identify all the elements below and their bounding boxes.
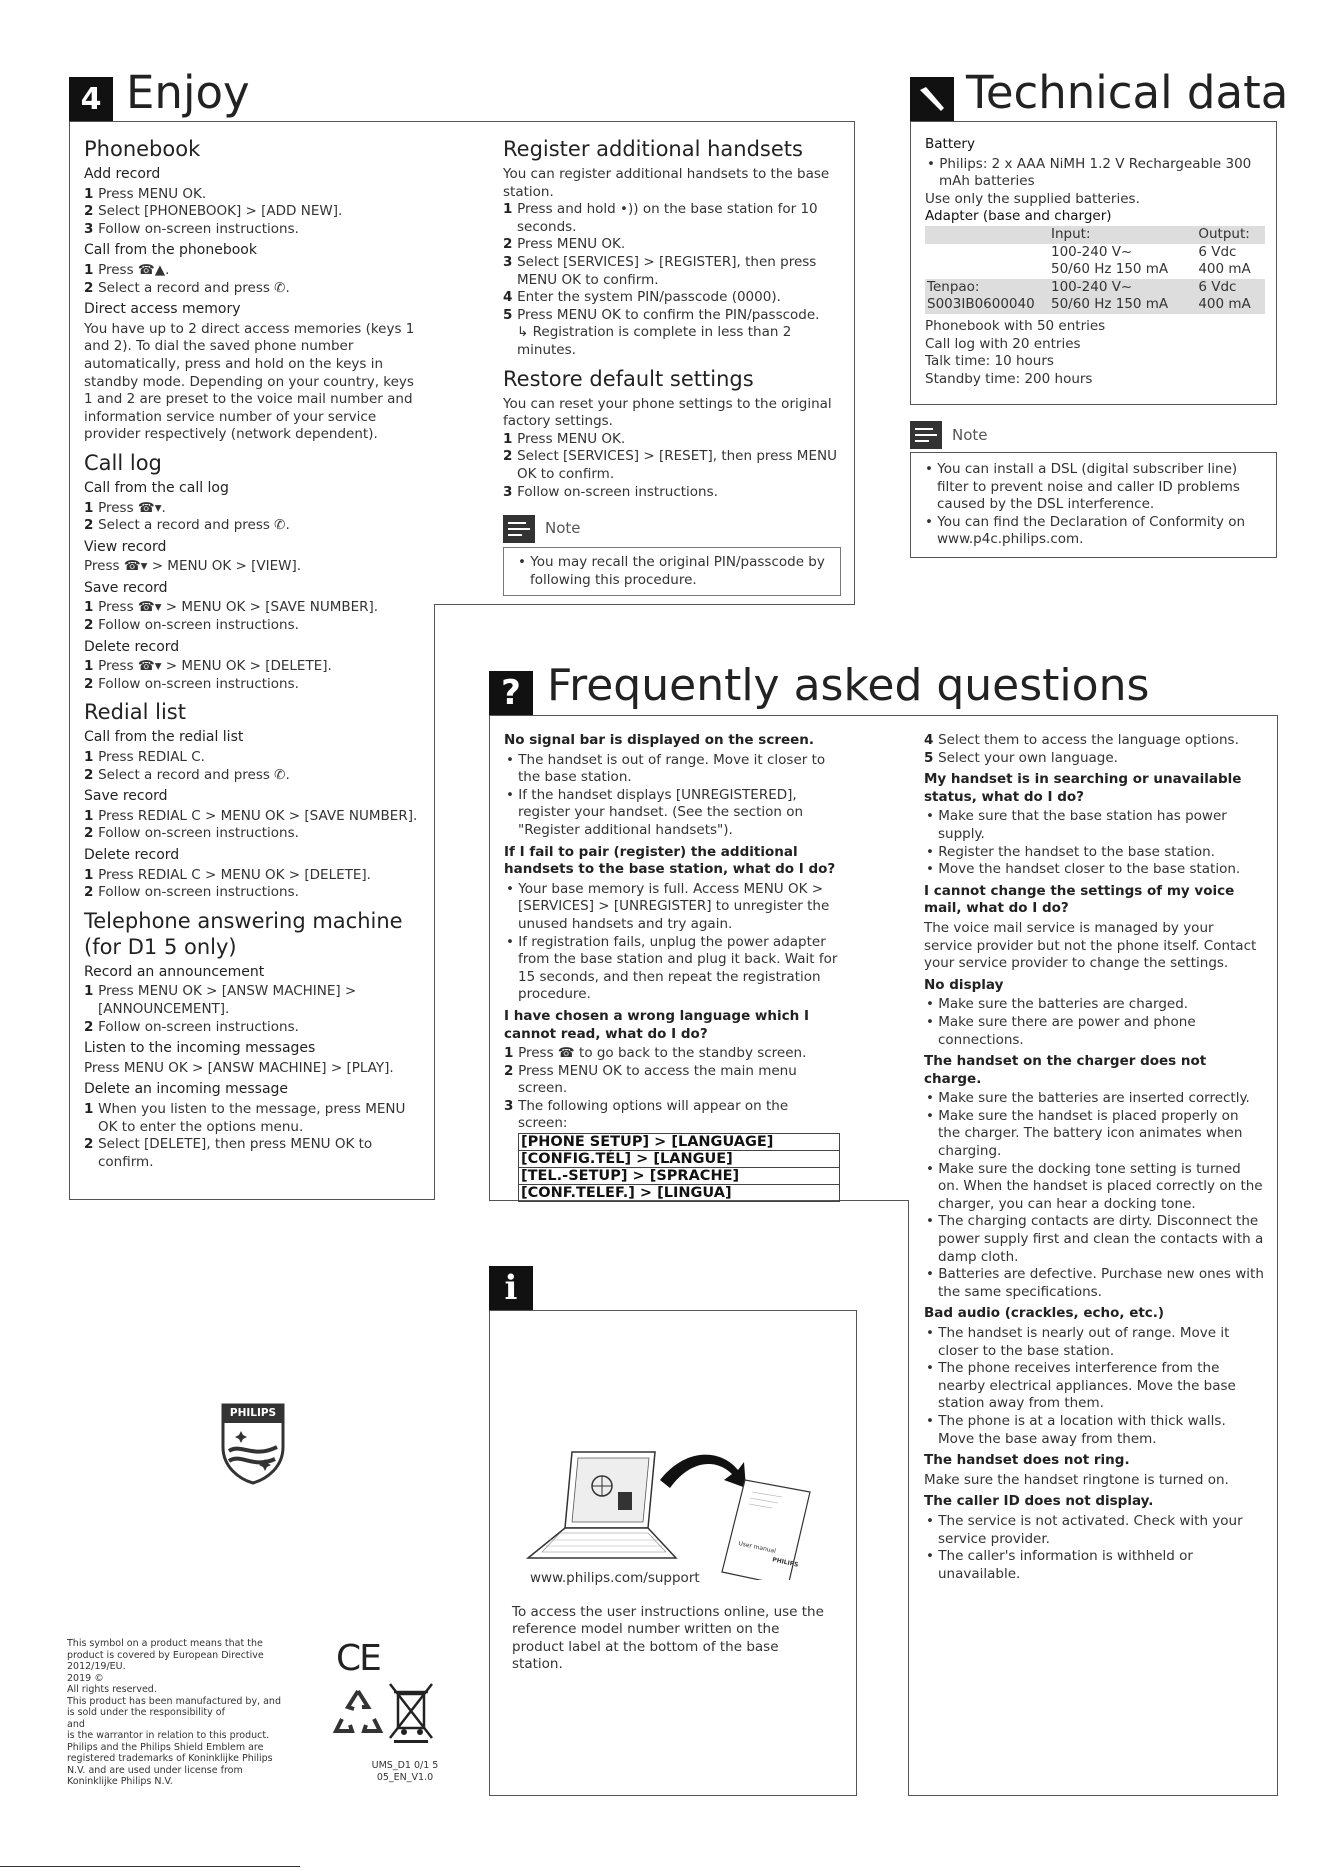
faq-q5-text: The voice mail service is managed by your service provider but not the phone itself. Contact your service provider to change the settings. (924, 919, 1257, 972)
log-save-step-1: 1 Press ☎▾ > MENU OK > [SAVE NUMBER]. (84, 599, 379, 616)
faq-q3-step-4: 4 Select them to access the language options. (924, 732, 1239, 748)
record-announcement-heading: Record an announcement (84, 963, 265, 980)
section-title-enjoy: Enjoy (126, 66, 250, 119)
restore-note-header (503, 515, 841, 543)
phonebook-heading: Phonebook (84, 137, 201, 161)
faq-q3: I have chosen a wrong language which I cannot read, what do I do? (504, 1007, 809, 1042)
faq-q9-text: Make sure the handset ringtone is turned on. (924, 1471, 1229, 1488)
faq-q4-item: • Register the handset to the base station. (924, 844, 1264, 862)
tech-note-header (910, 421, 988, 449)
faq-q1-item: • The handset is out of range. Move it closer to the base station. (504, 752, 840, 787)
bottom-rule (0, 1866, 300, 1867)
add-step-1: 1 Press MENU OK. (84, 185, 207, 202)
manual-label: User manual (737, 1540, 777, 1555)
faq-q8-item: • The handset is nearly out of range. Move it closer to the base station. (924, 1325, 1264, 1360)
language-row: [PHONE SETUP] > [LANGUAGE] (519, 1134, 840, 1151)
enjoy-frame-step (434, 604, 855, 605)
spec-talktime: Talk time: 10 hours (925, 353, 1054, 370)
calllog-heading: Call log (84, 450, 162, 475)
faq-q7-item: • Make sure the docking tone setting is turned on. When the handset is placed correctly on the charger, you can hear a docking tone. (924, 1161, 1264, 1214)
log-call-step-1: 1 Press ☎▾. (84, 499, 166, 516)
view-record-heading: View record (84, 538, 167, 555)
support-url[interactable]: www.philips.com/support (530, 1570, 700, 1586)
log-call-step-2: 2 Select a record and press ✆. (84, 517, 290, 534)
redial-delete-step-1: 1 Press REDIAL C > MENU OK > [DELETE]. (84, 866, 371, 883)
log-delete-step-1: 1 Press ☎▾ > MENU OK > [DELETE]. (84, 658, 332, 675)
battery-spec: • Philips: 2 x AAA NiMH 1.2 V Rechargeable 300 mAh batteries (925, 156, 1265, 191)
faq-frame-top (489, 715, 1278, 716)
enjoy-frame-right-lower (434, 604, 435, 1200)
enjoy-frame-left (69, 121, 70, 1200)
tech-note-2: • You can find the Declaration of Conformity on www.p4c.philips.com. (923, 514, 1266, 549)
info-frame-bottom (489, 1795, 857, 1796)
pb-call-step-1: 1 Press ☎▲. (84, 261, 170, 278)
adapter-row: 50/60 Hz 150 mA 400 mA (1051, 261, 1251, 278)
manual-brand: PHILIPS (771, 1556, 799, 1569)
listen-text: Press MENU OK > [ANSW MACHINE] > [PLAY]. (84, 1059, 394, 1076)
direct-access-heading: Direct access memory (84, 301, 241, 318)
register-step-4: 4 Enter the system PIN/passcode (0000). (503, 289, 781, 306)
faq-q5: I cannot change the settings of my voice mail, what do I do? (924, 882, 1235, 917)
faq-q7: The handset on the charger does not charge. (924, 1053, 1207, 1087)
note-icon (910, 421, 942, 449)
faq-q9: The handset does not ring. (924, 1452, 1130, 1469)
faq-q7-item: • Batteries are defective. Purchase new ones with the same specifications. (924, 1266, 1264, 1301)
recycling-icon (330, 1685, 386, 1741)
shield-brand-text: PHILIPS (229, 1407, 277, 1419)
weee-bin-icon (386, 1680, 436, 1744)
tam-heading: Telephone answering machine (for D1 5 only) (84, 908, 403, 959)
faq-q3-step-5: 5 Select your own language. (924, 749, 1118, 766)
tech-note-1: • You can install a DSL (digital subscriber line) filter to prevent noise and caller ID problems caused by the DSL interference. (923, 461, 1266, 514)
restore-step-3: 3 Follow on-screen instructions. (503, 483, 718, 500)
note-icon (503, 515, 535, 543)
technical-data-content (925, 136, 1265, 388)
tech-note-box (910, 452, 1277, 558)
faq-q3-step-2: 2 Press MENU OK to access the main menu screen. (504, 1062, 797, 1097)
faq-q10: The caller ID does not display. (924, 1493, 1154, 1510)
faq-q2-item: • Your base memory is full. Access MENU OK > [SERVICES] > [UNREGISTER] to unregister the unused handsets and try again. (504, 881, 840, 934)
delete-record-heading: Delete record (84, 638, 180, 655)
legal-text: This symbol on a product means that the product is covered by European Directive 2012/19/EU. 2019 © All rights reserved. This product has been manufactured by, and is sold under the responsibility of and is the warrantor in relation to this product. Philips and the Philips Shield Emblem are registered trademarks of Koninklijke Philips N.V. and are used under license from Koninklijke Philips N.V. (67, 1638, 281, 1787)
faq-q8-item: • The phone is at a location with thick walls. Move the base away from them. (924, 1413, 1264, 1448)
redial-delete-heading: Delete record (84, 847, 180, 863)
tools-icon (917, 84, 947, 114)
faq-frame-left (489, 715, 490, 1201)
redial-delete-step-2: 2 Follow on-screen instructions. (84, 884, 299, 901)
faq-badge: ? (489, 671, 533, 715)
note-label: Note (545, 519, 581, 538)
faq-q10-item: • The caller's information is withheld or unavailable. (924, 1548, 1264, 1583)
faq-q7-item: • Make sure the batteries are inserted correctly. (924, 1090, 1264, 1108)
restore-note-text: • You may recall the original PIN/passcode by following this procedure. (516, 554, 830, 589)
spec-phonebook: Phonebook with 50 entries (925, 317, 1106, 334)
register-result: ↳ Registration is complete in less than 2 minutes. (517, 324, 792, 358)
save-record-heading: Save record (84, 579, 168, 596)
battery-note: Use only the supplied batteries. (925, 190, 1140, 207)
battery-label: Battery (925, 136, 975, 152)
adapter-table (925, 226, 1265, 314)
adapter-row: Tenpao: 100-240 V~ 6 Vdc (925, 279, 1265, 297)
add-record-heading: Add record (84, 166, 161, 182)
info-text: To access the user instructions online, use the reference model number written on the product label at the bottom of the base station. (512, 1603, 824, 1673)
adapter-row: S003IB0600040 50/60 Hz 150 mA 400 mA (925, 296, 1265, 314)
register-heading: Register additional handsets (503, 137, 803, 161)
tam-record-step-1: 1 Press MENU OK > [ANSW MACHINE] > [ANNOUNCEMENT]. (84, 983, 357, 1017)
enjoy-frame-top (69, 121, 855, 122)
faq-q8: Bad audio (crackles, echo, etc.) (924, 1305, 1165, 1322)
language-row: [CONF.TELEF.] > [LINGUA] (519, 1185, 840, 1202)
info-frame-left (489, 1310, 490, 1796)
redial-save-heading: Save record (84, 788, 168, 805)
spec-calllog: Call log with 20 entries (925, 335, 1081, 352)
register-step-1: 1 Press and hold •)) on the base station for 10 seconds. (503, 201, 818, 235)
info-badge: i (489, 1266, 533, 1310)
faq-q7-item: • The charging contacts are dirty. Disconnect the power supply first and clean the contacts with a damp cloth. (924, 1213, 1264, 1266)
faq-q3-step-1: 1 Press ☎ to go back to the standby screen. (504, 1045, 807, 1062)
redial-save-step-2: 2 Follow on-screen instructions. (84, 825, 299, 842)
faq-q4: My handset is in searching or unavailable status, what do I do? (924, 771, 1242, 805)
register-step-2: 2 Press MENU OK. (503, 236, 626, 253)
faq-q4-item: • Move the handset closer to the base station. (924, 861, 1264, 879)
faq-q8-item: • The phone receives interference from the nearby electrical appliances. Move the base station away from them. (924, 1360, 1264, 1413)
language-row: [TEL.-SETUP] > [SPRACHE] (519, 1168, 840, 1185)
register-step-5: 5 Press MENU OK to confirm the PIN/passcode. (503, 306, 820, 323)
tam-delete-step-2: 2 Select [DELETE], then press MENU OK to confirm. (84, 1136, 373, 1170)
document-code: UMS_D1 0/1 5 05_EN_V1.0 (371, 1760, 439, 1783)
spec-standby: Standby time: 200 hours (925, 370, 1093, 387)
faq-q2: If I fail to pair (register) the additional handsets to the base station, what do I do? (504, 843, 836, 878)
call-from-redial-heading: Call from the redial list (84, 729, 244, 746)
section-title-faq: Frequently asked questions (547, 660, 1150, 711)
redial-call-step-2: 2 Select a record and press ✆. (84, 766, 290, 783)
language-row: [CONFIG.TÉL] > [LANGUE] (519, 1151, 840, 1168)
restore-step-2: 2 Select [SERVICES] > [RESET], then press MENU OK to confirm. (503, 448, 837, 482)
technical-data-badge (910, 77, 954, 121)
faq-q4-item: • Make sure that the base station has power supply. (924, 808, 1264, 843)
enjoy-frame-bottom (69, 1199, 435, 1200)
faq-frame-mid (908, 1200, 909, 1796)
arrow-icon: ↳ (517, 324, 533, 341)
redial-save-step-1: 1 Press REDIAL C > MENU OK > [SAVE NUMBER]. (84, 807, 418, 824)
call-from-log-heading: Call from the call log (84, 479, 229, 496)
redial-heading: Redial list (84, 700, 186, 725)
faq-q1: No signal bar is displayed on the screen. (504, 732, 815, 748)
faq-column-2 (924, 732, 1264, 1583)
view-record-text: Press ☎▾ > MENU OK > [VIEW]. (84, 558, 302, 575)
faq-q6-item: • Make sure there are power and phone connections. (924, 1014, 1264, 1049)
enjoy-frame-right-upper (854, 121, 855, 605)
call-from-phonebook-heading: Call from the phonebook (84, 242, 257, 259)
restore-note-box (503, 547, 841, 596)
info-frame-right (856, 1310, 857, 1796)
faq-q6: No display (924, 976, 1004, 993)
tam-record-step-2: 2 Follow on-screen instructions. (84, 1018, 299, 1035)
faq-q3-step-3: 3 The following options will appear on the screen: (504, 1097, 789, 1132)
faq-frame-bottom (908, 1795, 1278, 1796)
register-step-3: 3 Select [SERVICES] > [REGISTER], then press MENU OK to confirm. (503, 253, 817, 288)
tam-delete-step-1: 1 When you listen to the message, press MENU OK to enter the options menu. (84, 1100, 406, 1135)
info-frame-top (489, 1310, 857, 1311)
restore-intro: You can reset your phone settings to the original factory settings. (503, 395, 832, 430)
ce-mark: CE (336, 1638, 380, 1679)
listen-heading: Listen to the incoming messages (84, 1040, 316, 1057)
faq-frame-right (1277, 715, 1278, 1796)
note-label: Note (952, 426, 988, 444)
info-text-block (512, 1570, 832, 1674)
faq-column-1 (504, 732, 840, 1202)
enjoy-column-1 (84, 132, 424, 1171)
section-title-technical: Technical data (966, 66, 1289, 119)
delete-message-heading: Delete an incoming message (84, 1081, 289, 1098)
faq-q10-item: • The service is not activated. Check with your service provider. (924, 1513, 1264, 1548)
adapter-header-row: Input: Output: (925, 226, 1265, 244)
log-save-step-2: 2 Follow on-screen instructions. (84, 617, 299, 634)
direct-access-text: You have up to 2 direct access memories (keys 1 and 2). To dial the saved phone number automatically, press and hold on the keys in standby mode. Depending on your country, keys 1 and 2 are preset to the voice mail number and information service number of your service provider respectively (network dependent). (84, 320, 415, 443)
pb-call-step-2: 2 Select a record and press ✆. (84, 279, 290, 296)
enjoy-column-2 (503, 132, 841, 596)
restore-step-1: 1 Press MENU OK. (503, 430, 626, 447)
log-delete-step-2: 2 Follow on-screen instructions. (84, 675, 299, 692)
faq-q7-item: • Make sure the handset is placed properly on the charger. The battery icon animates when charging. (924, 1108, 1264, 1161)
redial-call-step-1: 1 Press REDIAL C. (84, 749, 205, 766)
add-step-3: 3 Follow on-screen instructions. (84, 220, 299, 237)
restore-heading: Restore default settings (503, 366, 754, 391)
language-options-table (518, 1133, 840, 1202)
faq-q6-item: • Make sure the batteries are charged. (924, 996, 1264, 1014)
section-number-badge: 4 (69, 77, 113, 121)
adapter-label: Adapter (base and charger) (925, 208, 1112, 225)
faq-q2-item: • If registration fails, unplug the power adapter from the base station and plug it back. Wait for 15 seconds, and then repeat the registration procedure. (504, 934, 840, 1004)
faq-q1-item: • If the handset displays [UNREGISTERED], register your handset. (See the section on "Register additional handsets"). (504, 787, 840, 840)
register-intro: You can register additional handsets to the base station. (503, 166, 830, 200)
adapter-row: 100-240 V~ 6 Vdc (1051, 243, 1237, 260)
add-step-2: 2 Select [PHONEBOOK] > [ADD NEW]. (84, 203, 343, 220)
